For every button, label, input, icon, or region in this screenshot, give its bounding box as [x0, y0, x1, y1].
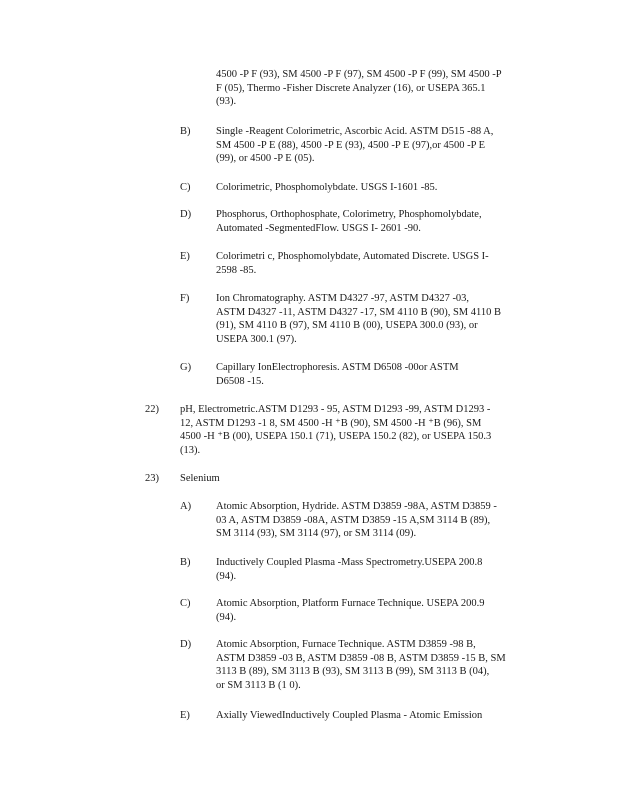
list-item-text: Atomic Absorption, Hydride. ASTM D3859 -98A, ASTM D3859 - 03 A, ASTM D3859 -08A, ASTM D3859 -15 A,SM 3114 B (89), SM 3114 (93), SM 3114 (97), or SM 3114 (09).	[216, 501, 497, 539]
list-item-label: D)	[180, 639, 192, 650]
list-item-label: 22)	[145, 404, 159, 415]
list-item-label: G)	[180, 362, 192, 373]
list-item-label: F)	[180, 293, 190, 304]
list-item-text: Atomic Absorption, Platform Furnace Technique. USEPA 200.9 (94).	[216, 598, 485, 623]
list-item-label: B)	[180, 126, 191, 137]
list-item-label: D)	[180, 209, 192, 220]
continuation-text: 4500 -P F (93), SM 4500 -P F (97), SM 4500 -P F (99), SM 4500 -P F (05), Thermo -Fisher Discrete Analyzer (16), or USEPA 365.1 (93).	[216, 69, 502, 107]
list-item-text: Inductively Coupled Plasma -Mass Spectrometry.USEPA 200.8 (94).	[216, 557, 483, 582]
list-item-text: Ion Chromatography. ASTM D4327 -97, ASTM D4327 -03, ASTM D4327 -11, ASTM D4327 -17, SM 4110 B (90), SM 4110 B (91), SM 4110 B (97), SM 4110 B (00), USEPA 300.0 (93), or USEPA 300.1 (97).	[216, 293, 501, 345]
list-item-label: 23)	[145, 473, 159, 484]
list-item-label: C)	[180, 598, 191, 609]
list-item-label: E)	[180, 710, 190, 721]
list-item-label: E)	[180, 251, 190, 262]
list-item-text: pH, Electrometric.ASTM D1293 - 95, ASTM D1293 -99, ASTM D1293 - 12, ASTM D1293 -1 8, SM 4500 -H ⁺B (90), SM 4500 -H ⁺B (96), SM 4500 -H ⁺B (00), USEPA 150.1 (71), USEPA 150.2 (82), or USEPA 150.3 (13).	[180, 404, 492, 456]
list-item-text: Single -Reagent Colorimetric, Ascorbic Acid. ASTM D515 -88 A, SM 4500 -P E (88), 4500 -P E (93), 4500 -P E (97),or 4500 -P E (99), or 4500 -P E (05).	[216, 126, 494, 164]
list-item-label: A)	[180, 501, 192, 512]
list-item-label: B)	[180, 557, 191, 568]
list-item-text: Selenium	[180, 473, 220, 484]
list-item-text: Axially ViewedInductively Coupled Plasma - Atomic Emission	[216, 710, 483, 721]
list-item-text: Atomic Absorption, Furnace Technique. ASTM D3859 -98 B, ASTM D3859 -03 B, ASTM D3859 -08 B, ASTM D3859 -15 B, SM 3113 B (89), SM 3113 B (93), SM 3113 B (99), SM 3113 B (04), or SM 3113 B (1 0).	[216, 639, 506, 691]
list-item-text: Colorimetric, Phosphomolybdate. USGS I-1601 -85.	[216, 182, 438, 193]
list-item-label: C)	[180, 182, 191, 193]
list-item-text: Capillary IonElectrophoresis. ASTM D6508 -00or ASTM D6508 -15.	[216, 362, 459, 387]
list-item-text: Phosphorus, Orthophosphate, Colorimetry, Phosphomolybdate, Automated -SegmentedFlow. USGS I- 2601 -90.	[216, 209, 482, 234]
list-item-text: Colorimetri c, Phosphomolybdate, Automated Discrete. USGS I- 2598 -85.	[216, 251, 489, 276]
